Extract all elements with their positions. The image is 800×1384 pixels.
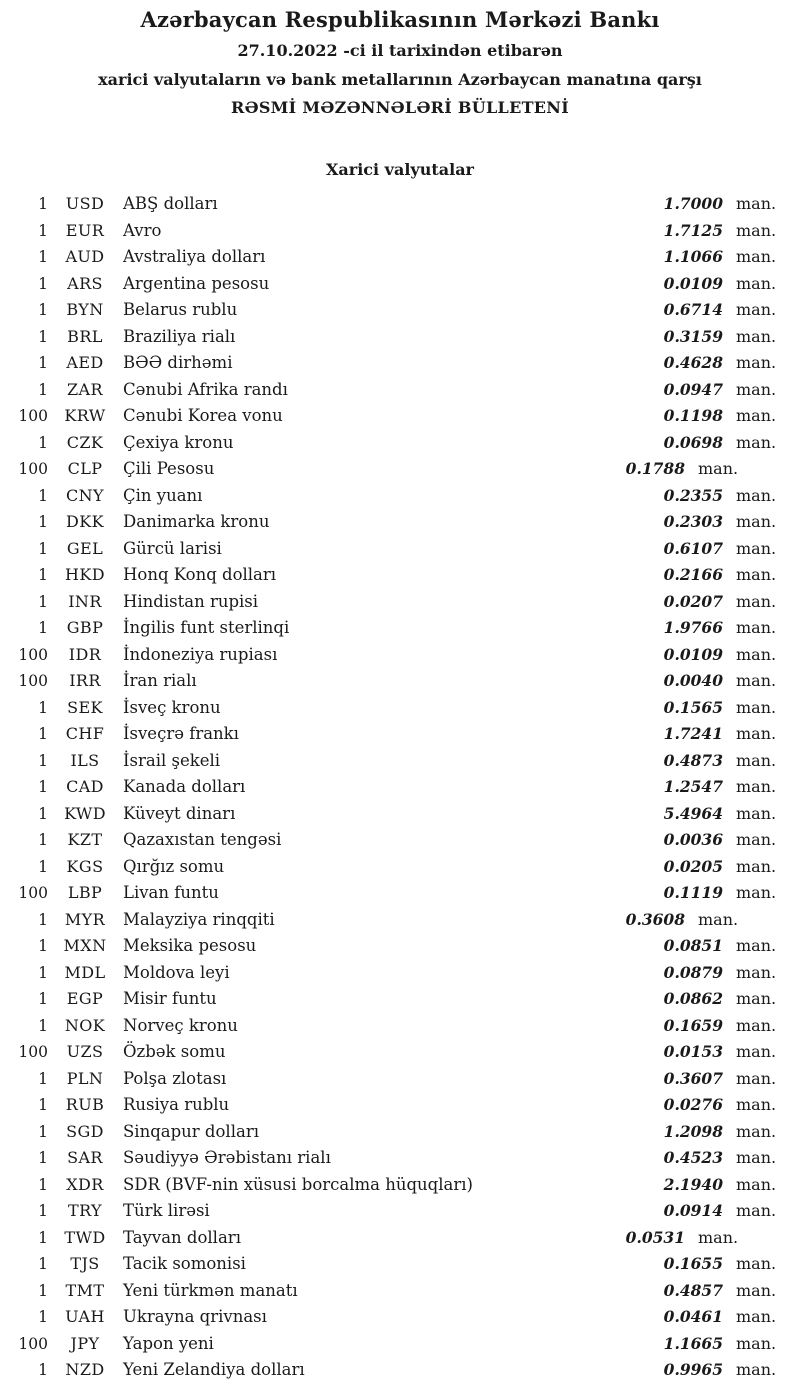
currency-code: TRY (68, 1201, 102, 1220)
rate-value: 1.7241 (663, 724, 723, 743)
rate-row (0, 1095, 780, 1122)
currency-code: IRR (69, 671, 101, 690)
currency-code: CNY (65, 485, 104, 505)
rate-row (0, 1228, 780, 1255)
rate-row (0, 406, 780, 433)
effective-date-line: 27.10.2022 -ci il tarixindən etibarən (237, 41, 563, 60)
currency-name: BƏƏ dirhəmi (123, 353, 233, 372)
rate-quantity: 1 (38, 1175, 48, 1194)
currency-code: CAD (66, 777, 104, 796)
currency-code: MXN (63, 936, 107, 955)
rate-row (0, 936, 780, 963)
unit-label: man. (736, 618, 777, 637)
bank-title: Azərbaycan Respublikasının Mərkəzi Bankı (140, 7, 660, 32)
rate-quantity: 100 (18, 407, 48, 425)
rate-value: 2.1940 (663, 1174, 723, 1194)
rate-value: 0.2303 (663, 512, 723, 531)
rate-quantity: 1 (38, 248, 48, 266)
rate-quantity: 1 (38, 751, 48, 770)
rate-quantity: 1 (38, 1202, 48, 1220)
rate-quantity: 1 (38, 1281, 48, 1300)
currency-name: Braziliya rialı (123, 326, 236, 346)
currency-name: SDR (BVF-nin xüsusi borcalma hüquqları) (123, 1174, 473, 1194)
rate-quantity: 1 (38, 698, 48, 717)
currency-code: MDL (64, 962, 106, 982)
currency-code: KGS (66, 856, 104, 876)
rate-row (0, 883, 780, 910)
currency-name: Cənubi Afrika randı (123, 379, 288, 399)
currency-name: İndoneziya rupiası (123, 644, 278, 664)
unit-label: man. (736, 220, 777, 240)
rate-value: 0.4628 (663, 353, 723, 372)
rate-value: 0.2166 (663, 565, 723, 584)
unit-label: man. (736, 565, 777, 584)
rate-quantity: 1 (38, 433, 48, 452)
currency-name: Yapon yeni (123, 1333, 214, 1353)
rate-quantity: 1 (38, 778, 48, 796)
rate-value: 1.7000 (663, 194, 723, 213)
rate-quantity: 100 (18, 884, 48, 902)
rate-value: 0.0205 (663, 856, 723, 876)
currency-name: Danimarka kronu (123, 512, 270, 531)
unit-label: man. (736, 353, 777, 372)
rate-quantity: 1 (38, 327, 48, 346)
rate-quantity: 100 (18, 460, 48, 478)
currency-name: Gürcü larisi (123, 538, 222, 558)
rate-row (0, 380, 780, 407)
currency-name: Polşa zlotası (123, 1068, 227, 1088)
currency-name: Ukrayna qrivnası (123, 1307, 267, 1326)
unit-label: man. (736, 406, 777, 425)
rate-value: 0.3159 (663, 326, 723, 346)
rate-row (0, 751, 780, 778)
unit-label: man. (736, 379, 777, 399)
currency-name: Tayvan dolları (123, 1227, 241, 1247)
rate-row (0, 910, 780, 937)
currency-name: Livan funtu (123, 883, 219, 902)
rate-value: 1.7125 (663, 220, 723, 240)
currency-code: BYN (66, 300, 104, 319)
currency-name: İsveçrə frankı (123, 724, 239, 743)
rate-quantity: 1 (38, 1361, 48, 1379)
rate-value: 0.3607 (663, 1068, 723, 1088)
currency-name: Kanada dolları (123, 777, 246, 796)
unit-label: man. (736, 803, 777, 823)
rate-row (0, 1069, 780, 1096)
unit-label: man. (736, 1148, 777, 1167)
rate-quantity: 100 (18, 1043, 48, 1061)
currency-name: Səudiyyə Ərəbistanı rialı (123, 1148, 331, 1167)
rate-row (0, 1175, 780, 1202)
rate-value: 0.0207 (663, 591, 723, 611)
rate-row (0, 300, 780, 327)
currency-name: Cənubi Korea vonu (123, 406, 283, 425)
currency-code: AUD (65, 247, 105, 266)
rate-row (0, 1254, 780, 1281)
currency-code: CZK (66, 432, 104, 452)
currency-name: Küveyt dinarı (123, 803, 236, 823)
rate-quantity: 1 (38, 1096, 48, 1114)
unit-label: man. (736, 856, 777, 876)
rate-value: 0.0851 (663, 936, 723, 955)
unit-label: man. (736, 1360, 777, 1379)
rate-row (0, 777, 780, 804)
unit-label: man. (736, 697, 777, 717)
rate-row (0, 433, 780, 460)
unit-label: man. (736, 1095, 777, 1114)
unit-label: man. (736, 273, 777, 293)
rate-value: 0.0698 (663, 432, 723, 452)
rate-value: 0.0036 (663, 830, 723, 849)
unit-label: man. (736, 1307, 777, 1326)
rate-row (0, 724, 780, 751)
rate-quantity: 1 (38, 195, 48, 213)
rate-row (0, 618, 780, 645)
rate-quantity: 1 (38, 1255, 48, 1273)
rate-row (0, 671, 780, 698)
currency-code: TWD (64, 1227, 106, 1247)
rate-value: 1.2547 (663, 777, 723, 796)
currency-name: Avro (123, 220, 162, 240)
rate-value: 0.0461 (663, 1307, 723, 1326)
currency-name: Yeni Zelandiya dolları (123, 1360, 305, 1379)
currency-name: İsrail şekeli (123, 750, 221, 770)
currency-code: IDR (68, 644, 102, 664)
unit-label: man. (698, 1227, 739, 1247)
currency-code: CLP (67, 459, 103, 478)
rate-quantity: 1 (38, 1228, 48, 1247)
rate-row (0, 353, 780, 380)
rate-value: 1.1665 (663, 1333, 723, 1353)
rate-value: 0.0040 (663, 671, 723, 690)
currency-name: İngilis funt sterlinqi (123, 618, 290, 637)
currency-name: Misir funtu (123, 989, 217, 1008)
currency-code: MYR (64, 909, 106, 929)
rate-quantity: 1 (38, 725, 48, 743)
rate-quantity: 1 (38, 380, 48, 399)
currency-code: AED (66, 353, 104, 372)
currency-code: UAH (65, 1307, 105, 1326)
unit-label: man. (736, 777, 777, 796)
rate-quantity: 1 (38, 1016, 48, 1035)
rate-row (0, 804, 780, 831)
rate-row (0, 1307, 780, 1334)
rate-value: 0.3608 (625, 909, 685, 929)
currency-code: ILS (70, 750, 100, 770)
currency-code: EGP (66, 989, 104, 1008)
unit-label: man. (736, 1068, 777, 1088)
unit-label: man. (736, 512, 777, 531)
currency-name: ABŞ dolları (123, 194, 218, 213)
unit-label: man. (736, 1121, 777, 1141)
rate-quantity: 1 (38, 857, 48, 876)
rate-row (0, 1201, 780, 1228)
rate-value: 0.1659 (663, 1015, 723, 1035)
rate-value: 0.0879 (663, 962, 723, 982)
rate-quantity: 100 (18, 645, 48, 664)
rate-row (0, 1148, 780, 1175)
unit-label: man. (736, 1042, 777, 1061)
rate-quantity: 1 (38, 539, 48, 558)
currency-code: KWD (64, 803, 106, 823)
currency-code: PLN (66, 1068, 104, 1088)
currency-code: TMT (65, 1280, 105, 1300)
unit-label: man. (736, 1254, 777, 1273)
rate-value: 0.2355 (663, 485, 723, 505)
unit-label: man. (736, 300, 777, 319)
currency-code: KZT (67, 830, 103, 849)
currency-code: GEL (66, 538, 104, 558)
rate-quantity: 1 (38, 1308, 48, 1326)
rate-quantity: 1 (38, 990, 48, 1008)
currency-code: BRL (67, 326, 103, 346)
rate-quantity: 1 (38, 831, 48, 849)
currency-code: USD (65, 194, 105, 213)
bulletin-name: RƏSMİ MƏZƏNNƏLƏRİ BÜLLETENİ (230, 98, 570, 117)
unit-label: man. (736, 432, 777, 452)
currency-code: LBP (67, 883, 103, 902)
unit-label: man. (736, 883, 777, 902)
bulletin-header (0, 0, 800, 122)
rate-quantity: 1 (38, 963, 48, 982)
rate-value: 5.4964 (663, 803, 723, 823)
currency-name: Hindistan rupisi (123, 591, 259, 611)
unit-label: man. (736, 1174, 777, 1194)
currency-code: DKK (66, 512, 104, 531)
rate-value: 0.1119 (663, 883, 723, 902)
currency-code: INR (68, 591, 102, 611)
rate-row (0, 247, 780, 274)
unit-label: man. (736, 247, 777, 266)
unit-label: man. (736, 936, 777, 955)
rate-value: 0.0531 (625, 1227, 685, 1247)
currency-code: SGD (66, 1121, 104, 1141)
section-title-foreign-currencies: Xarici valyutalar (326, 160, 474, 179)
unit-label: man. (736, 591, 777, 611)
rate-value: 0.4523 (663, 1148, 723, 1167)
rate-value: 0.0862 (663, 989, 723, 1008)
currency-code: RUB (65, 1095, 105, 1114)
rate-row (0, 989, 780, 1016)
unit-label: man. (736, 326, 777, 346)
rate-quantity: 1 (38, 354, 48, 372)
rate-row (0, 1042, 780, 1069)
unit-label: man. (736, 724, 777, 743)
rate-row (0, 592, 780, 619)
rate-value: 0.1198 (663, 406, 723, 425)
unit-label: man. (736, 750, 777, 770)
rate-value: 0.6107 (663, 538, 723, 558)
rate-value: 0.0947 (663, 379, 723, 399)
rate-row (0, 459, 780, 486)
currency-code: ZAR (67, 379, 103, 399)
currency-name: Norveç kronu (123, 1015, 238, 1035)
rate-value: 0.4873 (663, 750, 723, 770)
currency-name: İsveç kronu (123, 697, 221, 717)
currency-code: NZD (65, 1360, 105, 1379)
rate-row (0, 857, 780, 884)
rate-value: 0.0153 (663, 1042, 723, 1061)
currency-name: Malayziya rinqqiti (123, 909, 275, 929)
currency-code: SEK (67, 697, 103, 717)
currency-code: EUR (65, 220, 105, 240)
rate-row (0, 512, 780, 539)
currency-name: Çili Pesosu (123, 459, 215, 478)
rate-row (0, 274, 780, 301)
rate-row (0, 194, 780, 221)
currency-code: HKD (65, 565, 105, 584)
rate-quantity: 1 (38, 910, 48, 929)
unit-label: man. (736, 671, 777, 690)
currency-name: Yeni türkmən manatı (123, 1280, 298, 1300)
rate-value: 0.4857 (663, 1280, 723, 1300)
rate-row (0, 486, 780, 513)
currency-name: Rusiya rublu (123, 1095, 230, 1114)
currency-code: TJS (70, 1254, 100, 1273)
rate-value: 0.9965 (663, 1360, 723, 1379)
rate-quantity: 1 (38, 221, 48, 240)
rate-quantity: 1 (38, 566, 48, 584)
unit-label: man. (736, 485, 777, 505)
unit-label: man. (736, 1280, 777, 1300)
currency-code: JPY (70, 1333, 100, 1353)
rate-quantity: 1 (38, 1122, 48, 1141)
currency-code: GBP (66, 618, 104, 637)
rate-quantity: 1 (38, 619, 48, 637)
rate-value: 0.0276 (663, 1095, 723, 1114)
currency-code: ARS (67, 273, 103, 293)
currency-name: Honq Konq dolları (123, 565, 277, 584)
unit-label: man. (736, 989, 777, 1008)
rate-value: 0.6714 (663, 300, 723, 319)
rate-quantity: 1 (38, 513, 48, 531)
rate-value: 0.1565 (663, 697, 723, 717)
currency-name: Tacik somonisi (123, 1254, 246, 1273)
rate-value: 0.1655 (663, 1254, 723, 1273)
currency-code: SAR (67, 1148, 103, 1167)
rate-row (0, 565, 780, 592)
rate-value: 0.1788 (625, 459, 685, 478)
currency-code: UZS (66, 1042, 104, 1061)
rate-quantity: 100 (18, 672, 48, 690)
rates-table (0, 194, 800, 1384)
rate-row (0, 1281, 780, 1308)
rate-row (0, 221, 780, 248)
bulletin-subtitle: xarici valyutaların və bank metallarının Azərbaycan manatına qarşı (98, 70, 702, 89)
currency-name: Qırğız somu (123, 856, 225, 876)
rate-value: 0.0109 (663, 273, 723, 293)
currency-code: KRW (64, 406, 106, 425)
unit-label: man. (698, 459, 739, 478)
currency-name: Moldova leyi (123, 962, 230, 982)
rate-value: 1.2098 (663, 1121, 723, 1141)
currency-code: CHF (65, 724, 105, 743)
rate-row (0, 830, 780, 857)
rate-quantity: 1 (38, 804, 48, 823)
unit-label: man. (736, 644, 777, 664)
rate-row (0, 1016, 780, 1043)
rate-quantity: 1 (38, 274, 48, 293)
rate-quantity: 1 (38, 592, 48, 611)
rate-row (0, 1360, 780, 1384)
unit-label: man. (736, 830, 777, 849)
unit-label: man. (736, 538, 777, 558)
currency-name: İran rialı (123, 671, 197, 690)
rate-value: 0.0914 (663, 1201, 723, 1220)
currency-name: Sinqapur dolları (123, 1121, 259, 1141)
rate-quantity: 1 (38, 1069, 48, 1088)
rate-value: 1.1066 (663, 247, 723, 266)
rate-quantity: 1 (38, 301, 48, 319)
rate-quantity: 100 (18, 1334, 48, 1353)
rate-row (0, 1122, 780, 1149)
rate-row (0, 327, 780, 354)
rate-row (0, 698, 780, 725)
currency-name: Türk lirəsi (123, 1201, 210, 1220)
rate-value: 0.0109 (663, 644, 723, 664)
unit-label: man. (698, 909, 739, 929)
currency-name: Belarus rublu (123, 300, 238, 319)
unit-label: man. (736, 1201, 777, 1220)
unit-label: man. (736, 1015, 777, 1035)
currency-name: Çexiya kronu (123, 432, 234, 452)
currency-name: Avstraliya dolları (123, 247, 266, 266)
rate-row (0, 1334, 780, 1361)
unit-label: man. (736, 962, 777, 982)
currency-code: NOK (64, 1015, 106, 1035)
rate-row (0, 963, 780, 990)
currency-name: Meksika pesosu (123, 936, 257, 955)
rate-quantity: 1 (38, 1149, 48, 1167)
rate-row (0, 539, 780, 566)
rate-quantity: 1 (38, 486, 48, 505)
rate-quantity: 1 (38, 937, 48, 955)
unit-label: man. (736, 194, 777, 213)
rate-row (0, 645, 780, 672)
currency-name: Özbək somu (123, 1042, 226, 1061)
currency-code: XDR (66, 1174, 104, 1194)
currency-name: Argentina pesosu (123, 273, 270, 293)
unit-label: man. (736, 1333, 777, 1353)
currency-name: Qazaxıstan tengəsi (123, 830, 282, 849)
rate-value: 1.9766 (663, 618, 723, 637)
currency-name: Çin yuanı (123, 485, 203, 505)
